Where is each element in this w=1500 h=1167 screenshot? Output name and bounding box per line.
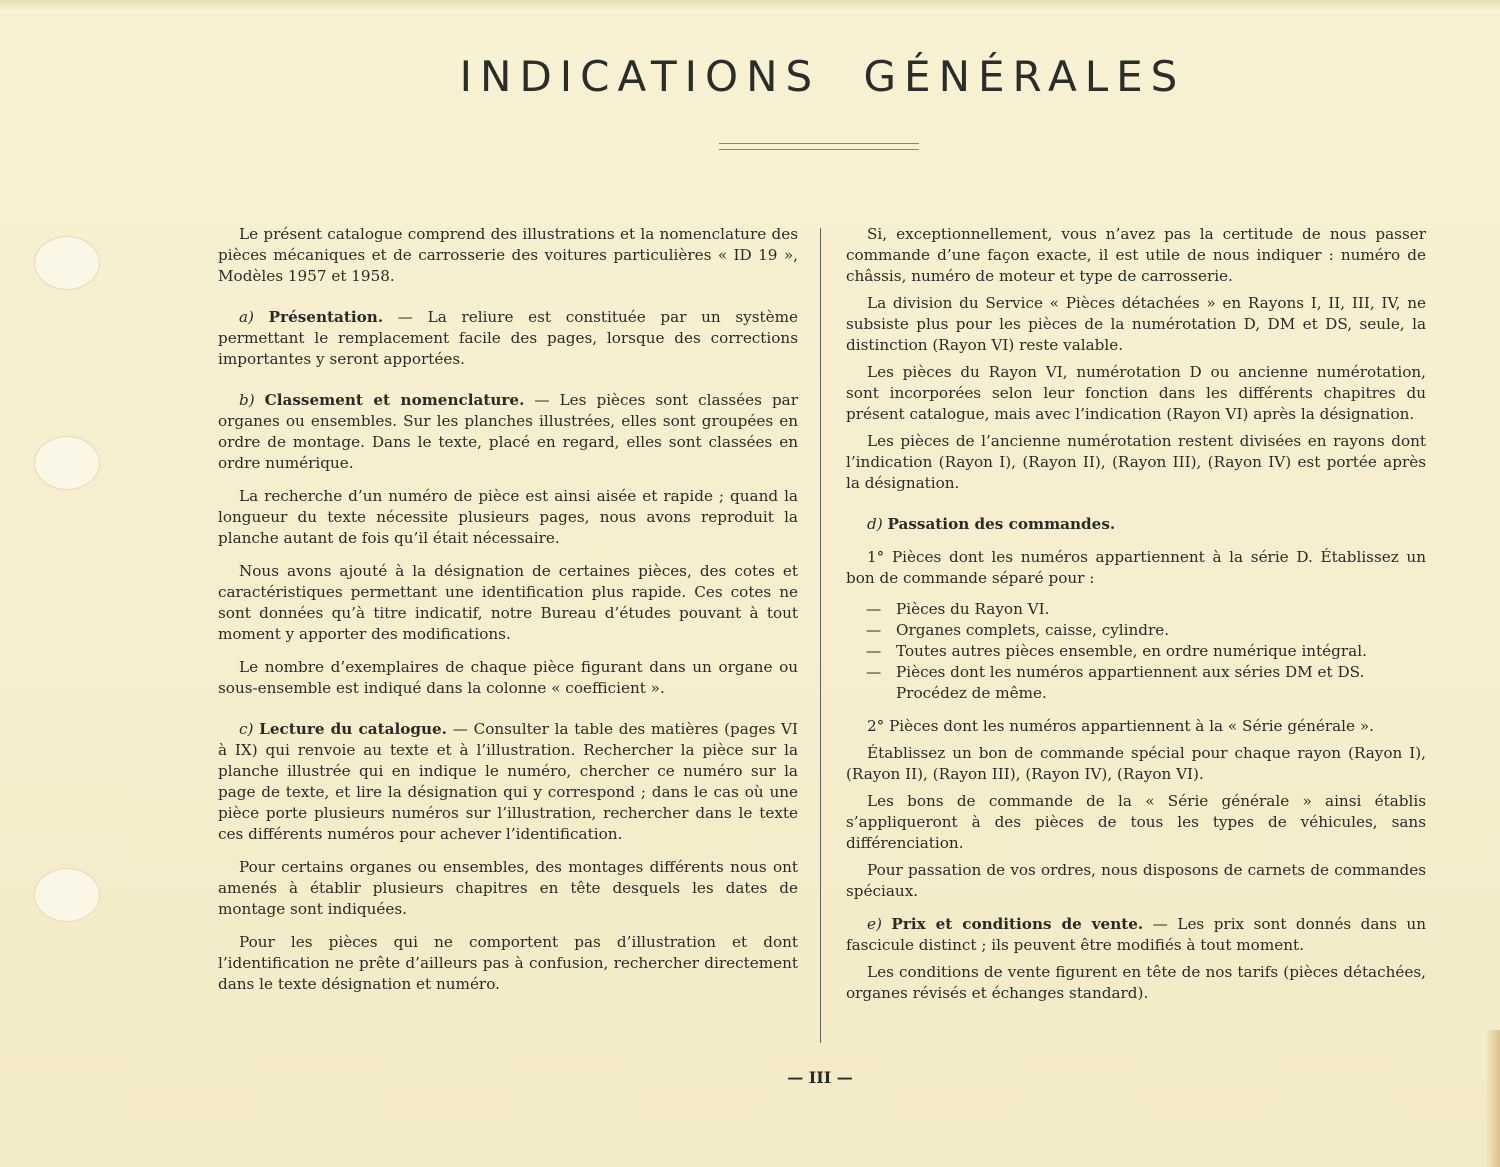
section-a-text: — La reliure est constituée par un système permettant le remplacement facile des pages, lorsque des corrections importantes y seront apportées. <box>218 308 799 368</box>
section-c-label: c) <box>239 720 254 738</box>
title-underline <box>719 143 919 150</box>
paragraph-serie-generale: 2° Pièces dont les numéros appartiennent à la « Série générale ». <box>867 717 1374 735</box>
section-d-label: d) <box>867 515 883 533</box>
list-item: — Toutes autres pièces ensemble, en ordre numérique intégral. <box>866 641 1426 662</box>
binder-hole-middle <box>34 436 100 490</box>
section-b-label: b) <box>239 391 255 409</box>
paragraph-sans-illustration: Pour les pièces qui ne comportent pas d’illustration et dont l’identification ne prête d’ailleurs pas à confusion, rechercher directement dans le texte désignation et numéro. <box>218 933 798 993</box>
left-column <box>218 224 798 995</box>
paragraph-nombre: Le nombre d’exemplaires de chaque pièce figurant dans un organe ou sous-ensemble est indiqué dans la colonne « coefficient ». <box>218 658 798 697</box>
paragraph-ancienne: Les pièces de l’ancienne numérotation restent divisées en rayons dont l’indication (Rayon I), (Rayon II), (Rayon III), (Rayon IV) est portée après la désignation. <box>846 432 1426 492</box>
section-c-text: — Consulter la table des matières (pages VI à IX) qui renvoie au texte et à l’illustration. Rechercher la pièce sur la planche illustrée qui en indique le numéro, chercher ce numéro sur la page de texte, et lire la désignation qui y correspond ; dans le cas où une pièce porte plusieurs numéros sur l’illustration, rechercher dans le texte ces différents numéros pour achever l’identification. <box>218 720 799 843</box>
section-d-heading: Passation des commandes. <box>887 515 1116 533</box>
paragraph-bons: Les bons de commande de la « Série générale » ainsi établis s’appliqueront à des pièces de tous les types de véhicules, sans différenciation. <box>846 792 1426 852</box>
section-c-heading: Lecture du catalogue. <box>259 720 447 738</box>
list-item: — Pièces dont les numéros appartiennent aux séries DM et DS. Procédez de même. <box>866 662 1426 704</box>
section-b-text: — Les pièces sont classées par organes ou ensembles. Sur les planches illustrées, elles sont groupées en ordre de montage. Dans le texte, placé en regard, elles sont classées en ordre numérique. <box>218 391 799 472</box>
paragraph-division: La division du Service « Pièces détachées » en Rayons I, II, III, IV, ne subsiste plus pour les pièces de la numérotation D, DM et DS, seule, la distinction (Rayon VI) reste valable. <box>846 294 1426 354</box>
list-item: — Pièces du Rayon VI. <box>866 599 1426 620</box>
section-a-heading: Présentation. <box>268 308 384 326</box>
paper-stain <box>1486 1030 1500 1167</box>
section-b-paragraph <box>218 390 798 474</box>
section-e-label: e) <box>867 915 882 933</box>
list-item: — Organes complets, caisse, cylindre. <box>866 620 1426 641</box>
column-divider <box>820 228 821 1043</box>
section-d-paragraph <box>846 514 1426 535</box>
section-c-paragraph <box>218 719 798 845</box>
section-e-text: — Les prix sont donnés dans un fascicule distinct ; ils peuvent être modifiés à tout moment. <box>846 915 1426 954</box>
paragraph-cotes: Nous avons ajouté à la désignation de certaines pièces, des cotes et caractéristiques permettant une identification plus rapide. Ces cotes ne sont données qu’à titre indicatif, notre Bureau d’études pouvant à tout moment y apporter des modifications. <box>218 562 798 643</box>
page-title: INDICATIONS GÉNÉRALES <box>459 52 1186 101</box>
section-a-paragraph <box>218 307 798 370</box>
paragraph-montages: Pour certains organes ou ensembles, des montages différents nous ont amenés à établir plusieurs chapitres en tête desquels les dates de montage sont indiquées. <box>218 858 798 918</box>
section-a-label: a) <box>239 308 254 326</box>
dash-list <box>846 599 1426 704</box>
intro-paragraph: Le présent catalogue comprend des illustrations et la nomenclature des pièces mécaniques et de carrosserie des voitures particulières « ID 19 », Modèles 1957 et 1958. <box>218 225 798 285</box>
section-e-heading: Prix et conditions de vente. <box>891 915 1144 933</box>
paragraph-recherche: La recherche d’un numéro de pièce est ainsi aisée et rapide ; quand la longueur du texte nécessite plusieurs pages, nous avons reproduit la planche autant de fois qu’il était nécessaire. <box>218 487 798 547</box>
paragraph-bon-special: Établissez un bon de commande spécial pour chaque rayon (Rayon I), (Rayon II), (Rayon III), (Rayon IV), (Rayon VI). <box>846 744 1426 783</box>
section-b-heading: Classement et nomenclature. <box>264 391 525 409</box>
right-column <box>846 224 1426 1004</box>
binder-hole-bottom <box>34 868 100 922</box>
paragraph-exception: Si, exceptionnellement, vous n’avez pas la certitude de nous passer commande d’une façon exacte, il est utile de nous indiquer : numéro de châssis, numéro de moteur et type de carrosserie. <box>846 225 1426 285</box>
paragraph-serie-d: 1° Pièces dont les numéros appartiennent à la série D. Établissez un bon de commande séparé pour : <box>846 548 1426 587</box>
page-number: — III — <box>787 1068 853 1087</box>
paragraph-rayon-vi: Les pièces du Rayon VI, numérotation D ou ancienne numérotation, sont incorporées selon leur fonction dans les différents chapitres du présent catalogue, mais avec l’indication (Rayon VI) après la désignation. <box>846 363 1426 423</box>
binder-hole-top <box>34 236 100 290</box>
paper-top-edge <box>0 0 1500 10</box>
paragraph-conditions: Les conditions de vente figurent en tête de nos tarifs (pièces détachées, organes révisés et échanges standard). <box>846 963 1426 1002</box>
section-e-paragraph <box>846 914 1426 956</box>
paragraph-carnets: Pour passation de vos ordres, nous disposons de carnets de commandes spéciaux. <box>846 861 1426 900</box>
